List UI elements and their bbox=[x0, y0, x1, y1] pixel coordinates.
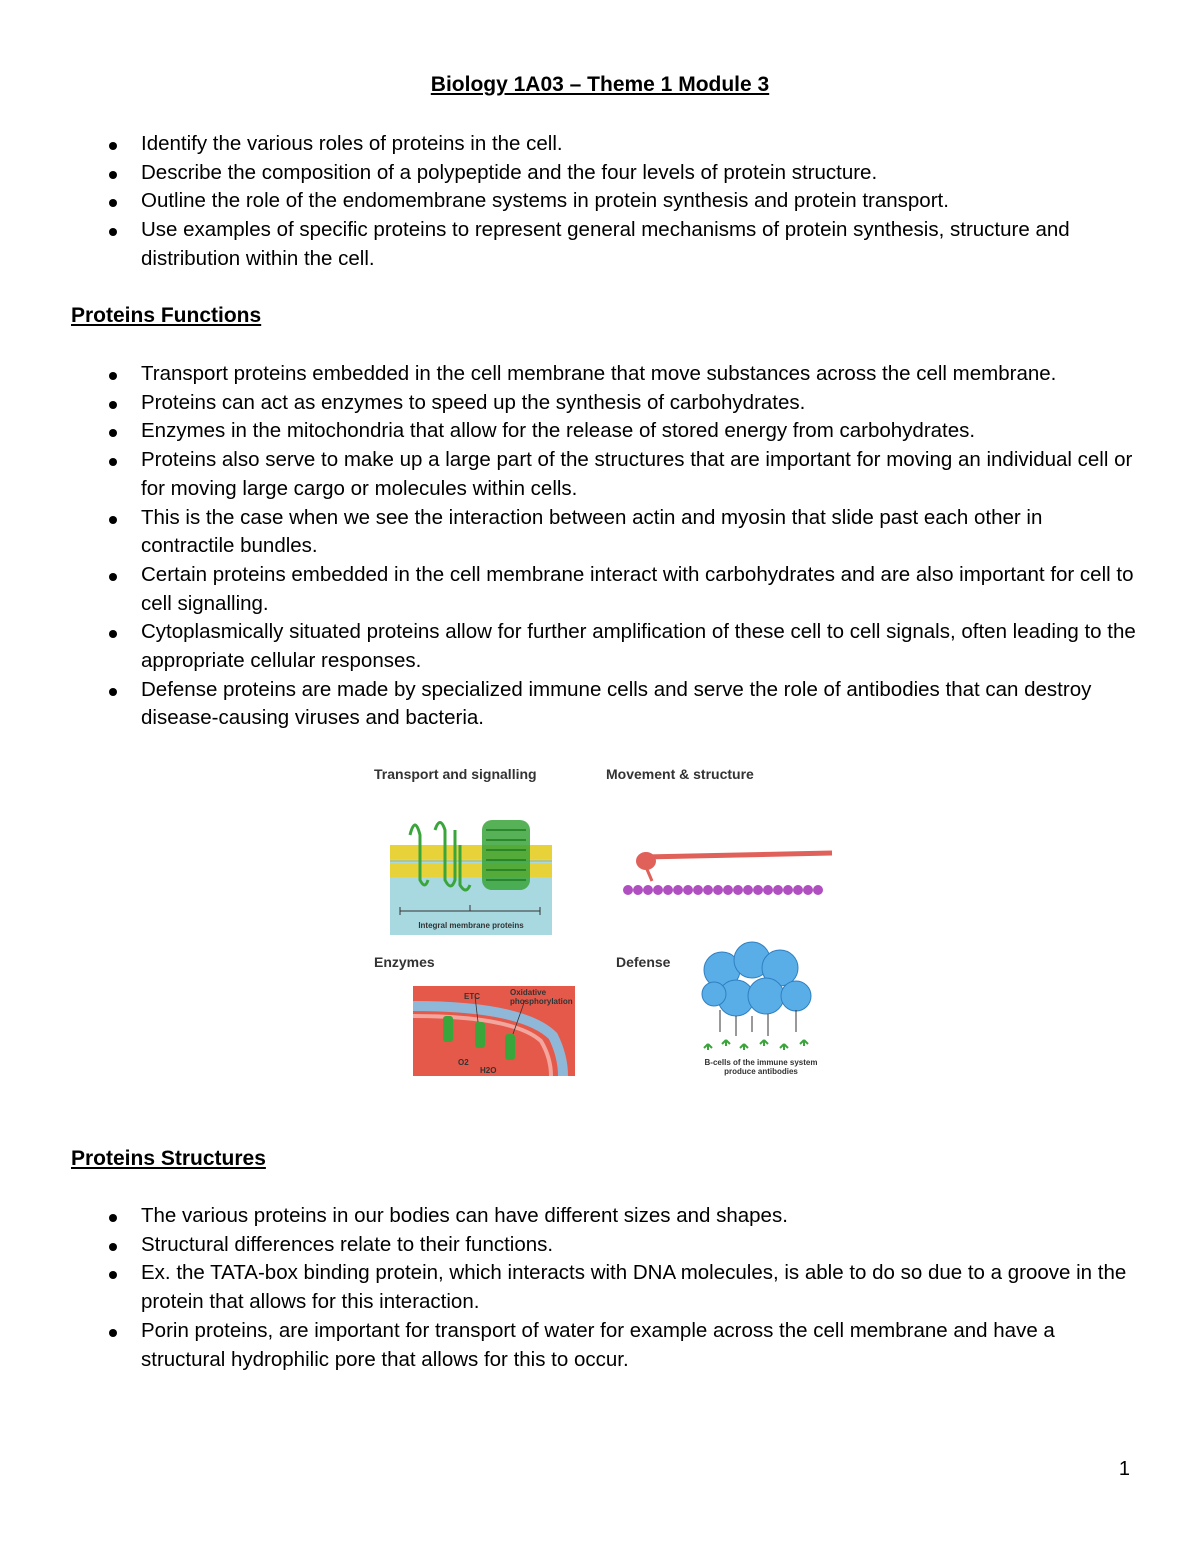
list-item: Cytoplasmically situated proteins allow for further amplification of these cell to cell signals, often leading to the appropriate cellular responses. bbox=[141, 618, 1141, 675]
bcell-illustration bbox=[700, 940, 820, 1070]
bullet-icon bbox=[109, 171, 117, 179]
bullet-icon bbox=[109, 429, 117, 437]
protein-functions-figure bbox=[360, 760, 840, 1080]
list-item: Porin proteins, are important for transport of water for example across the cell membrane and have a structural hydrophilic pore that allows for this to occur. bbox=[141, 1317, 1141, 1374]
list-item: Identify the various roles of proteins in the cell. bbox=[141, 130, 1141, 159]
list-item: Enzymes in the mitochondria that allow for the release of stored energy from carbohydrates. bbox=[141, 417, 1141, 446]
bullet-icon bbox=[109, 1329, 117, 1337]
bullet-icon bbox=[109, 199, 117, 207]
page-title: Biology 1A03 – Theme 1 Module 3 bbox=[430, 73, 770, 96]
membrane-caption: Integral membrane proteins bbox=[418, 921, 524, 930]
bullet-icon bbox=[109, 1271, 117, 1279]
bullet-icon bbox=[109, 228, 117, 236]
list-item: Certain proteins embedded in the cell membrane interact with carbohydrates and are also important for cell to cell signalling. bbox=[141, 561, 1141, 618]
bullet-icon bbox=[109, 1214, 117, 1222]
membrane-illustration bbox=[390, 805, 552, 935]
list-item: Defense proteins are made by specialized immune cells and serve the role of antibodies that can destroy disease-causing viruses and bacteria. bbox=[141, 676, 1141, 733]
bullet-icon bbox=[109, 142, 117, 150]
bullet-icon bbox=[109, 372, 117, 380]
defense-label: Defense bbox=[616, 954, 671, 970]
functions-list bbox=[141, 360, 1141, 733]
list-item: Outline the role of the endomembrane systems in protein synthesis and protein transport. bbox=[141, 187, 1141, 216]
oxphos-label: Oxidative phosphorylation bbox=[510, 988, 573, 1006]
bullet-icon bbox=[109, 458, 117, 466]
objectives-list bbox=[141, 130, 1141, 274]
bullet-icon bbox=[109, 688, 117, 696]
bullet-icon bbox=[109, 573, 117, 581]
list-item: Proteins can act as enzymes to speed up the synthesis of carbohydrates. bbox=[141, 389, 1141, 418]
enzymes-label: Enzymes bbox=[374, 954, 435, 970]
structures-heading: Proteins Structures bbox=[71, 1147, 266, 1170]
functions-heading: Proteins Functions bbox=[71, 304, 262, 327]
list-item: The various proteins in our bodies can have different sizes and shapes. bbox=[141, 1202, 1141, 1231]
bullet-icon bbox=[109, 630, 117, 638]
bullet-icon bbox=[109, 516, 117, 524]
list-item: Proteins also serve to make up a large part of the structures that are important for moving an individual cell or for moving large cargo or molecules within cells. bbox=[141, 446, 1141, 503]
transport-label: Transport and signalling bbox=[374, 766, 537, 782]
list-item: This is the case when we see the interaction between actin and myosin that slide past each other in contractile bundles. bbox=[141, 504, 1141, 561]
list-item: Transport proteins embedded in the cell membrane that move substances across the cell membrane. bbox=[141, 360, 1141, 389]
movement-label: Movement & structure bbox=[606, 766, 754, 782]
list-item: Structural differences relate to their functions. bbox=[141, 1231, 1141, 1260]
structures-list bbox=[141, 1202, 1141, 1374]
bcell-caption: B-cells of the immune system produce antibodies bbox=[704, 1058, 818, 1076]
page-number: 1 bbox=[1118, 1458, 1130, 1480]
bullet-icon bbox=[109, 401, 117, 409]
list-item: Ex. the TATA-box binding protein, which interacts with DNA molecules, is able to do so due to a groove in the protein that allows for this interaction. bbox=[141, 1259, 1141, 1316]
h2o-label: H2O bbox=[480, 1066, 497, 1075]
o2-label: O2 bbox=[458, 1058, 469, 1067]
list-item: Describe the composition of a polypeptide and the four levels of protein structure. bbox=[141, 159, 1141, 188]
list-item: Use examples of specific proteins to represent general mechanisms of protein synthesis, structure and distribution within the cell. bbox=[141, 216, 1141, 273]
bullet-icon bbox=[109, 1243, 117, 1251]
etc-label: ETC bbox=[464, 992, 480, 1001]
actin-myosin-illustration bbox=[622, 845, 834, 900]
